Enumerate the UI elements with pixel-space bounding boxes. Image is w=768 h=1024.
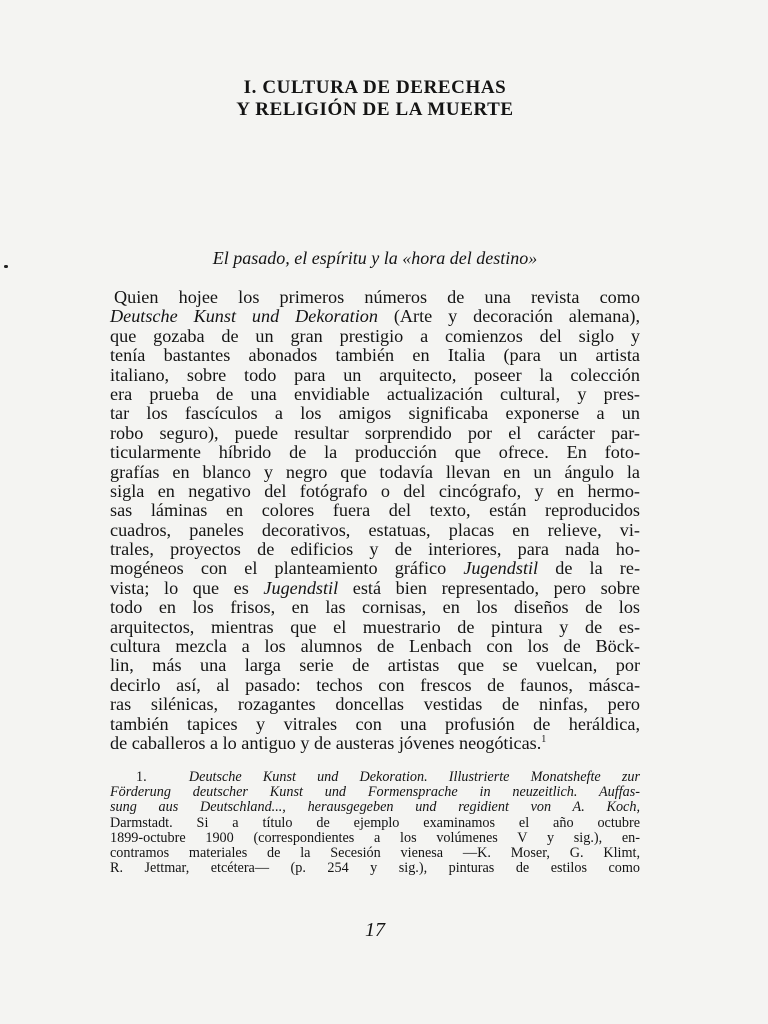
page-number: 17 (365, 919, 385, 941)
body-line: arquitectos, mientras que el muestrario de pintura y de es- (110, 616, 640, 637)
body-line: tenía bastantes abonados también en Italia (para un artista (110, 345, 640, 366)
footnote-line: 1899-octubre 1900 (correspondientes a los volúmenes V y sig.), en- (110, 829, 640, 846)
body-line: ticularmente híbrido de la producción que ofrece. En foto- (110, 442, 640, 463)
chapter-title-line-1: I. CULTURA DE DERECHAS (243, 77, 507, 98)
body-line-text: de caballeros a lo antiguo y de austeras jóvenes neogóticas. (110, 732, 542, 753)
body-line: lin, más una larga serie de artistas que se vuelcan, por (110, 655, 640, 676)
body-line: grafías en blanco y negro que todavía llevan en un ángulo la (110, 461, 640, 482)
body-line: cultura mezcla a los alumnos de Lenbach con los de Böck- (110, 636, 640, 657)
body-line: Deutsche Kunst und Dekoration (Arte y decoración alemana), (110, 306, 640, 327)
body-line: ras silénicas, rozagantes doncellas vestidas de ninfas, pero (110, 694, 640, 715)
body-line: cuadros, paneles decorativos, estatuas, placas en relieve, vi- (110, 519, 640, 540)
section-heading: El pasado, el espíritu y la «hora del destino» (212, 248, 538, 268)
footnote-line (110, 770, 640, 785)
footnote-number: 1. (136, 769, 147, 785)
body-line: sigla en negativo del fotógrafo o del cincógrafo, y en hermo- (110, 480, 640, 501)
style-term: Jugendstil (263, 577, 339, 598)
footnote-line (110, 800, 640, 815)
body-line: trales, proyectos de edificios y de interiores, para nada ho- (110, 539, 640, 560)
style-term: Jugendstil (463, 558, 539, 579)
body-line: también tapices y vitrales con una profusión de heráldica, (110, 713, 640, 734)
body-line: sas láminas en colores fuera del texto, están reproducidos (110, 500, 640, 521)
body-line: era prueba de una envidiable actualización cultural, y pres- (110, 383, 640, 404)
body-line: Quien hojee los primeros números de una revista como (114, 287, 640, 307)
footnote (110, 770, 640, 876)
body-line: que gozaba de un gran prestigio a comienzos del siglo y (110, 325, 640, 346)
footnote-line: Darmstadt. Si a título de ejemplo examinamos el año octubre (110, 814, 640, 831)
footnote-line-text: sung aus Deutschland..., herausgegeben und regidient von A. Koch, (110, 799, 640, 816)
body-line: robo seguro), puede resultar sorprendido por el carácter par- (110, 422, 640, 443)
journal-title: Deutsche Kunst und Dekoration (110, 306, 378, 327)
footnote-line: contramos materiales de la Secesión vienesa —K. Moser, G. Klimt, (110, 844, 640, 861)
scan-speck (4, 265, 8, 268)
body-line: todo en los frisos, en las cornisas, en los diseños de los (110, 597, 640, 618)
body-line: mogéneos con el planteamiento gráfico Jugendstil de la re- (110, 558, 640, 579)
body-line: vista; lo que es Jugendstil está bien representado, pero sobre (110, 577, 640, 598)
footnote-line (110, 785, 640, 800)
chapter-title-line-2: Y RELIGIÓN DE LA MUERTE (236, 99, 514, 120)
body-line: tar los fascículos a los amigos significaba exponerse a un (110, 403, 640, 424)
body-line (110, 734, 640, 753)
body-line: italiano, sobre todo para un arquitecto, poseer la colección (110, 364, 640, 385)
body-paragraph (110, 288, 640, 753)
footnote-marker: 1 (541, 733, 547, 745)
footnote-line-text: Förderung deutscher Kunst und Formensprache in neuzeitlich. Auffas- (110, 784, 640, 801)
footnote-line: R. Jettmar, etcétera— (p. 254 y sig.), pinturas de estilos como (110, 860, 640, 877)
body-line: decirlo así, al pasado: techos con frescos de faunos, másca- (110, 674, 640, 695)
footnote-line-text: Deutsche Kunst und Dekoration. Illustrierte Monatshefte zur (188, 769, 640, 785)
